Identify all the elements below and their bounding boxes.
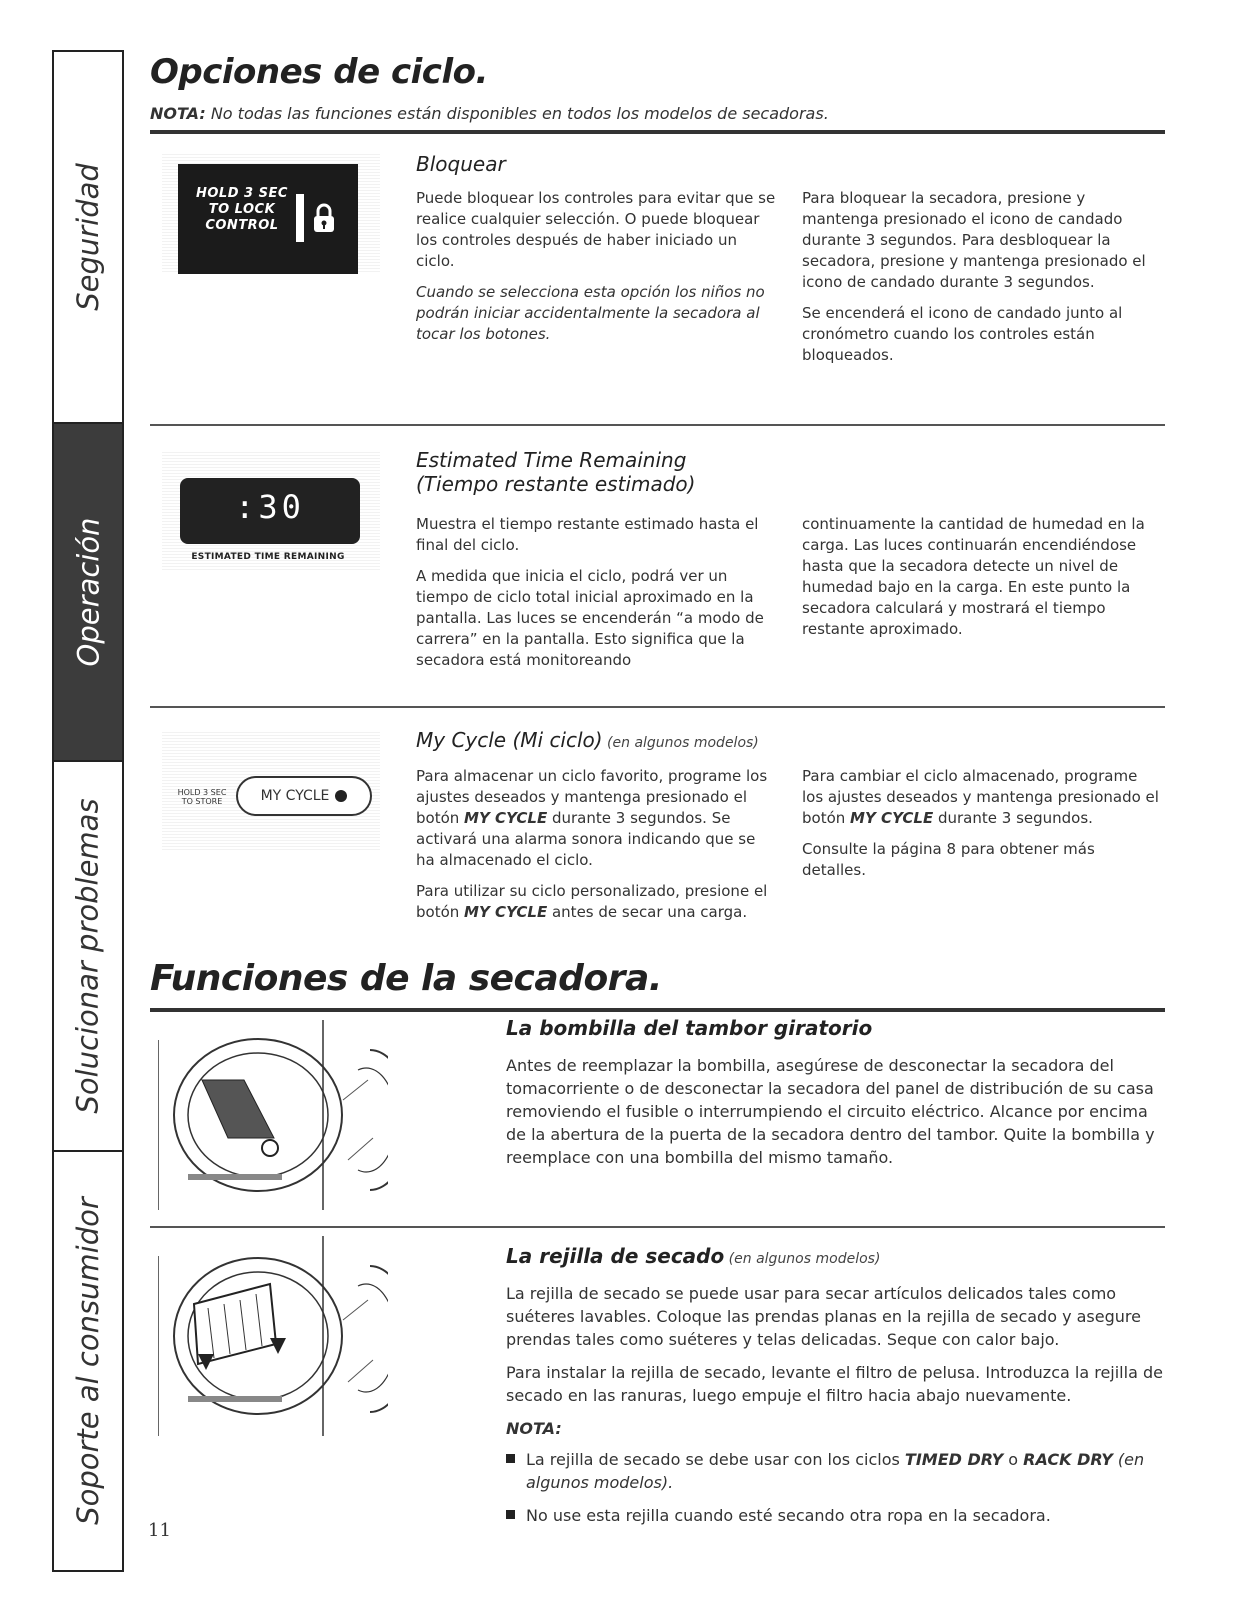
etr-paragraph: A medida que inicia el ciclo, podrá ver un tiempo de ciclo total inicial aproximado en la pantalla. Las luces se encenderán “a modo de carrera” en la pantalla. Esto significa que la secadora está monitoreando bbox=[416, 567, 764, 669]
text: Para utilizar su ciclo personalizado, presione el botón bbox=[416, 882, 768, 921]
hold-caption-line: HOLD 3 SEC bbox=[177, 788, 227, 797]
my-cycle-label: MY CYCLE bbox=[464, 903, 548, 921]
my-cycle-button-label: MY CYCLE bbox=[260, 788, 330, 804]
rack-note-label: NOTA: bbox=[506, 1419, 562, 1438]
mycycle-paragraph bbox=[416, 766, 776, 871]
sidebar-tab-solucionar-problemas[interactable] bbox=[54, 760, 122, 1150]
text: Para cambiar el ciclo almacenado, programe los ajustes deseados y mantenga presionado el botón bbox=[802, 767, 1159, 827]
lock-panel-text bbox=[196, 186, 288, 234]
divider bbox=[150, 424, 1165, 426]
lock-paragraph: Se encenderá el icono de candado junto al cronómetro cuando los controles están bloqueados. bbox=[802, 304, 1123, 364]
padlock-icon[interactable] bbox=[312, 202, 336, 234]
etr-heading-line: (Tiempo restante estimado) bbox=[416, 472, 696, 496]
text: durante 3 segundos. Se activará una alarma sonora indicando que se ha almacenado el ciclo. bbox=[416, 809, 756, 869]
section-rule bbox=[150, 1008, 1165, 1012]
lock-panel-line: CONTROL bbox=[205, 218, 279, 233]
my-cycle-button[interactable] bbox=[236, 776, 372, 816]
sidebar-tab-seguridad[interactable] bbox=[54, 52, 122, 422]
rack-bullet: No use esta rejilla cuando esté secando otra ropa en la secadora. bbox=[506, 1504, 1166, 1527]
etr-heading bbox=[416, 448, 695, 496]
rack-paragraph: La rejilla de secado se puede usar para secar artículos delicados tales como suéteres lavables. Coloque las prendas planas en la rejilla de secado y asegure prendas tales como suéteres y telas delicadas. Seque con calor bajo. bbox=[506, 1284, 1141, 1349]
bulb-text bbox=[506, 1054, 1166, 1179]
mycycle-heading-text: My Cycle (Mi ciclo) bbox=[416, 728, 603, 752]
divider bbox=[150, 706, 1165, 708]
section-sidebar bbox=[52, 50, 124, 1572]
mycycle-heading bbox=[416, 728, 759, 752]
page-number: 11 bbox=[148, 1520, 171, 1541]
sidebar-tab-label: Operación bbox=[71, 517, 105, 667]
text: La rejilla de secado se debe usar con los ciclos bbox=[526, 1450, 905, 1469]
lock-control-panel bbox=[178, 164, 358, 274]
mycycle-heading-suffix: (en algunos modelos) bbox=[602, 735, 759, 751]
bulb-paragraph: Antes de reemplazar la bombilla, asegúrese de desconectar la secadora del tomacorriente o de desconectar la secadora del panel de distribución de su casa removiendo el fusible o interrumpiendo el circuito eléctrico. Alcance por encima de la abertura de la puerta de la secadora dentro del tambor. Quite la bombilla y reemplace con una bombilla del mismo tamaño. bbox=[506, 1056, 1155, 1167]
indicator-dot-icon bbox=[335, 790, 347, 802]
note-text: No todas las funciones están disponibles en todos los modelos de secadoras. bbox=[205, 104, 829, 123]
lock-heading: Bloquear bbox=[416, 152, 506, 176]
sidebar-tab-soporte-al-consumidor[interactable] bbox=[54, 1150, 122, 1570]
drum-light-bulb-illustration bbox=[158, 1020, 388, 1210]
text: (en algunos modelos). bbox=[526, 1450, 1145, 1492]
cycle-name: RACK DRY bbox=[1023, 1450, 1113, 1469]
rack-text bbox=[506, 1282, 1166, 1537]
etr-paragraph: continuamente la cantidad de humedad en la carga. Las luces continuarán encendiéndose hasta que la secadora detecte un nivel de humedad bajo en la carga. En este punto la secadora calculará y mostrará el tiempo restante aproximado. bbox=[802, 515, 1145, 638]
timer-digits: :30 bbox=[235, 488, 305, 526]
timer-caption: ESTIMATED TIME REMAINING bbox=[191, 552, 345, 562]
hold-to-store-caption bbox=[172, 788, 232, 806]
rack-heading-text: La rejilla de secado bbox=[506, 1244, 725, 1268]
mycycle-paragraph: Consulte la página 8 para obtener más detalles. bbox=[802, 840, 1095, 879]
cycle-name: TIMED DRY bbox=[904, 1450, 1004, 1469]
lock-paragraph: Puede bloquear los controles para evitar que se realice cualquier selección. O puede bloquear los controles después de haber iniciado un ciclo. bbox=[416, 189, 776, 270]
drying-rack-illustration bbox=[158, 1236, 388, 1436]
divider bbox=[150, 1226, 1165, 1228]
rack-heading-suffix: (en algunos modelos) bbox=[724, 1251, 881, 1267]
panel-divider bbox=[296, 194, 304, 242]
etr-column-1 bbox=[416, 514, 776, 681]
text: Para almacenar un ciclo favorito, programe los ajustes deseados y mantenga presionado el botón bbox=[416, 767, 768, 827]
etr-heading-line: Estimated Time Remaining bbox=[416, 448, 687, 472]
sidebar-tab-label: Soporte al consumidor bbox=[71, 1197, 106, 1525]
hold-caption-line: TO STORE bbox=[181, 797, 223, 806]
section-rule bbox=[150, 130, 1165, 134]
bulb-heading: La bombilla del tambor giratorio bbox=[506, 1016, 873, 1040]
mycycle-paragraph bbox=[416, 881, 776, 923]
text: durante 3 segundos. bbox=[933, 809, 1093, 827]
note-label: NOTA: bbox=[150, 104, 206, 123]
sidebar-tab-label: Solucionar problemas bbox=[71, 798, 106, 1114]
rack-bullet bbox=[506, 1448, 1166, 1494]
lock-column-1 bbox=[416, 188, 776, 355]
mycycle-column-2 bbox=[802, 766, 1162, 891]
timer-display bbox=[180, 478, 360, 544]
etr-column-2 bbox=[802, 514, 1162, 650]
sidebar-tab-operacion[interactable] bbox=[54, 422, 122, 760]
my-cycle-label: MY CYCLE bbox=[850, 809, 934, 827]
mycycle-column-1 bbox=[416, 766, 776, 933]
rack-paragraph: Para instalar la rejilla de secado, levante el filtro de pelusa. Introduzca la rejilla de secado en las ranuras, luego empuje el filtro hacia abajo nuevamente. bbox=[506, 1363, 1163, 1405]
lock-paragraph-italic: Cuando se selecciona esta opción los niños no podrán iniciar accidentalmente la secadora al tocar los botones. bbox=[416, 283, 765, 343]
lock-panel-line: TO LOCK bbox=[208, 202, 276, 217]
section-note bbox=[150, 104, 829, 123]
lock-paragraph: Para bloquear la secadora, presione y mantenga presionado el icono de candado durante 3 segundos. Para desbloquear la secadora, presione y mantenga presionado el icono de candado durante 3 segundos. bbox=[802, 189, 1146, 291]
my-cycle-label: MY CYCLE bbox=[464, 809, 548, 827]
section-title-opciones: Opciones de ciclo. bbox=[150, 52, 488, 92]
text: antes de secar una carga. bbox=[547, 903, 748, 921]
lock-panel-line: HOLD 3 SEC bbox=[196, 186, 288, 201]
etr-paragraph: Muestra el tiempo restante estimado hasta el final del ciclo. bbox=[416, 515, 759, 554]
lock-column-2 bbox=[802, 188, 1162, 376]
section-title-funciones: Funciones de la secadora. bbox=[150, 958, 662, 999]
mycycle-paragraph bbox=[802, 766, 1162, 829]
rack-heading bbox=[506, 1244, 880, 1268]
sidebar-tab-label: Seguridad bbox=[71, 163, 106, 311]
text: o bbox=[1003, 1450, 1024, 1469]
